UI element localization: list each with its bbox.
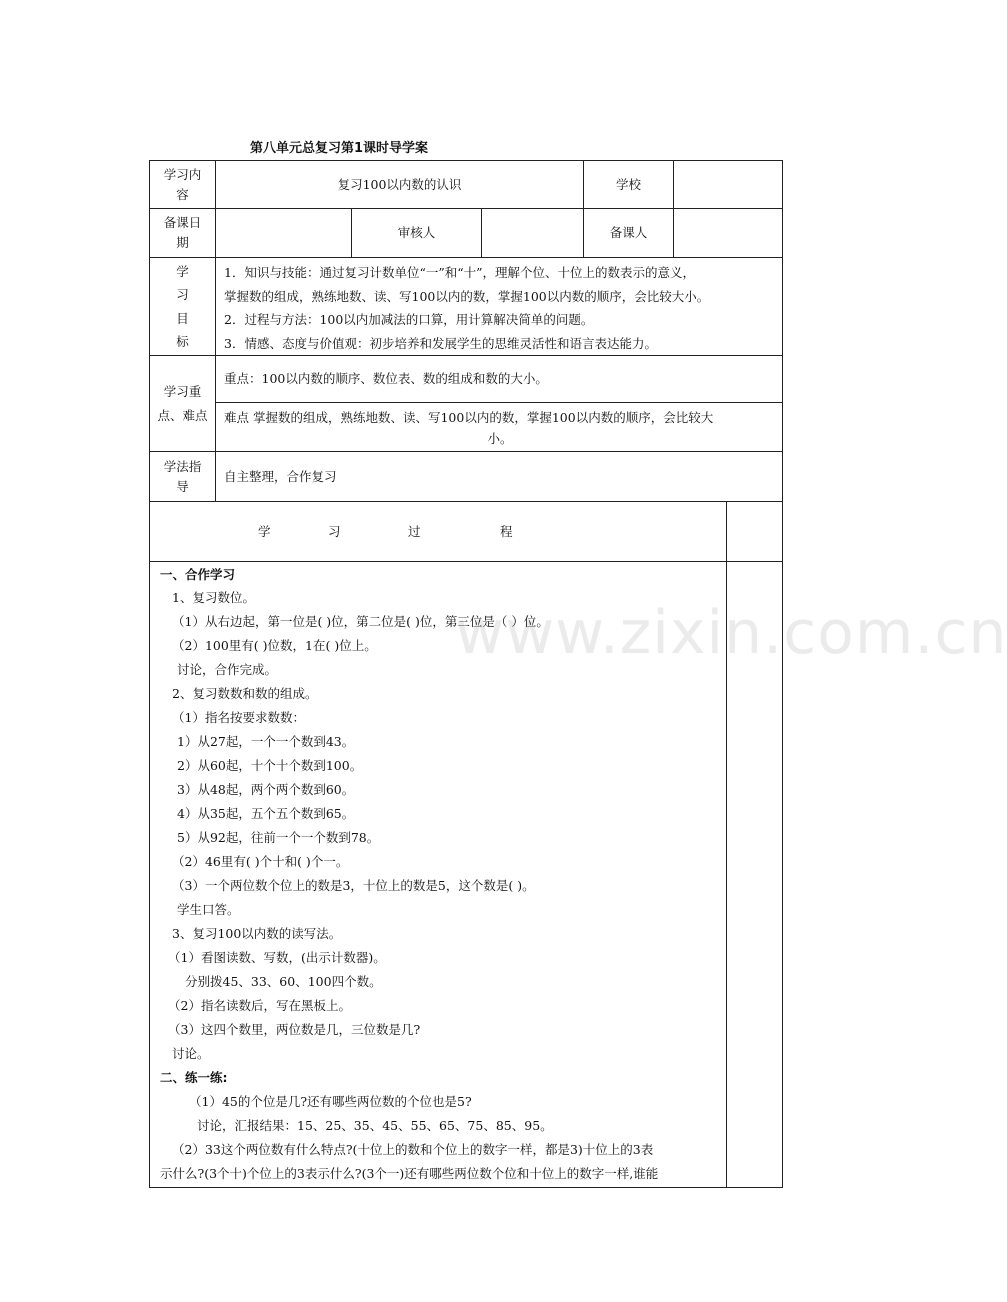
study-content-label: 学习内容 (163, 166, 202, 202)
content-line: （2）46里有( )个十和( )个一。 (172, 854, 349, 869)
study-content-label-cell (149, 160, 216, 209)
content-line: 2）从60起，十个十个数到100。 (177, 758, 363, 773)
content-line: 3）从48起，两个两个数到60。 (177, 782, 355, 797)
section-heading: 一、合作学习 (160, 567, 236, 582)
content-line: 学生口答。 (177, 902, 240, 917)
objectives-label-cell (149, 257, 216, 356)
school-label-cell (583, 160, 674, 209)
objectives-label-char: 目 (176, 310, 189, 326)
content-line: （1）看图读数、写数，(出示计数器)。 (168, 950, 386, 965)
focus-cell (215, 355, 783, 403)
content-line: 示什么?(3个十)个位上的3表示什么?(3个一)还有哪些两位数个位和十位上的数字一样,谁能 (160, 1166, 659, 1181)
reviewer-value-cell (481, 208, 584, 258)
content-line: （1）从右边起，第一位是( )位，第二位是( )位，第三位是（ ）位。 (172, 614, 549, 629)
process-header-char: 学 (258, 524, 271, 539)
process-header-char: 习 (328, 524, 341, 539)
content-line: （1）45的个位是几?还有哪些两位数的个位也是5? (189, 1094, 472, 1109)
study-content-value: 复习100以内数的认识 (337, 176, 462, 192)
objective-line: 掌握数的组成，熟练地数、读、写100以内的数，掌握100以内数的顺序，会比较大小。 (224, 288, 710, 304)
process-header-char: 程 (500, 524, 513, 539)
objectives-label-char: 习 (176, 287, 189, 302)
difficulty-line: 难点 掌握数的组成，熟练地数、读、写100以内的数，掌握100以内数的顺序，会比较大 (224, 410, 714, 425)
content-line: 1）从27起，一个一个数到43。 (177, 734, 355, 749)
watermark: www.zixin.com.cn (455, 598, 1007, 668)
content-line: （3）这四个数里，两位数是几，三位数是几? (168, 1022, 421, 1037)
reviewer-label-cell (351, 208, 482, 258)
prep-date-value-cell (215, 208, 352, 258)
content-line: 讨论，合作完成。 (177, 662, 278, 677)
reviewer-label: 审核人 (397, 225, 436, 240)
focus-text: 重点：100以内数的顺序、数位表、数的组成和数的大小。 (224, 371, 548, 386)
content-line: 4）从35起，五个五个数到65。 (177, 806, 355, 821)
content-line: （2）指名读数后，写在黑板上。 (168, 998, 351, 1013)
method-label-cell (149, 451, 216, 502)
content-line: 1、复习数位。 (172, 590, 255, 605)
difficulty-cell (215, 402, 783, 452)
method-label: 学法指导 (163, 458, 202, 494)
objectives-cell (215, 257, 783, 356)
objective-line: 1．知识与技能：通过复习计数单位“一”和“十”，理解个位、十位上的数表示的意义， (224, 265, 696, 280)
preparer-value-cell (673, 208, 783, 258)
key-points-label: 学习重点、难点 (157, 383, 208, 423)
key-points-label-cell (149, 355, 216, 452)
difficulty-line: 小。 (487, 431, 513, 446)
content-line: （3）一个两位数个位上的数是3，十位上的数是5，这个数是( )。 (172, 878, 535, 893)
process-side-cell (726, 561, 783, 1188)
method-value-cell (215, 451, 783, 502)
school-value-cell (673, 160, 783, 209)
objective-line: 3．情感、态度与价值观：初步培养和发展学生的思维灵活性和语言表达能力。 (224, 335, 657, 351)
process-header-char: 过 (408, 524, 421, 539)
objectives-label-char: 学 (176, 263, 189, 279)
content-line: （2）33这个两位数有什么特点?(十位上的数和个位上的数字一样，都是3)十位上的3表 (172, 1142, 654, 1157)
content-line: 2、复习数数和数的组成。 (172, 686, 318, 701)
content-line: 分别拨45、33、60、100四个数。 (185, 974, 382, 989)
section-heading: 二、练一练: (160, 1070, 228, 1085)
objectives-label-char: 标 (176, 334, 189, 349)
preparer-label-cell (583, 208, 674, 258)
content-line: 讨论。 (172, 1046, 210, 1061)
process-header-side-cell (726, 501, 783, 562)
content-line: （2）100里有( )位数，1在( )位上。 (172, 638, 377, 653)
school-label: 学校 (615, 176, 641, 192)
content-line: （1）指名按要求数数： (172, 710, 305, 725)
objective-line: 2．过程与方法：100以内加减法的口算，用计算解决简单的问题。 (224, 312, 594, 327)
prep-date-label-cell (149, 208, 216, 258)
page-title: 第八单元总复习第1课时导学案 (250, 141, 429, 156)
preparer-label: 备课人 (609, 225, 648, 240)
prep-date-label: 备课日期 (163, 215, 202, 250)
content-line: 5）从92起，往前一个一个数到78。 (177, 830, 380, 845)
process-header-cell (149, 501, 727, 562)
content-line: 讨论，汇报结果：15、25、35、45、55、65、75、85、95。 (197, 1118, 553, 1133)
content-line: 3、复习100以内数的读写法。 (172, 926, 342, 941)
method-value: 自主整理，合作复习 (224, 468, 337, 484)
study-content-value-cell (215, 160, 584, 209)
